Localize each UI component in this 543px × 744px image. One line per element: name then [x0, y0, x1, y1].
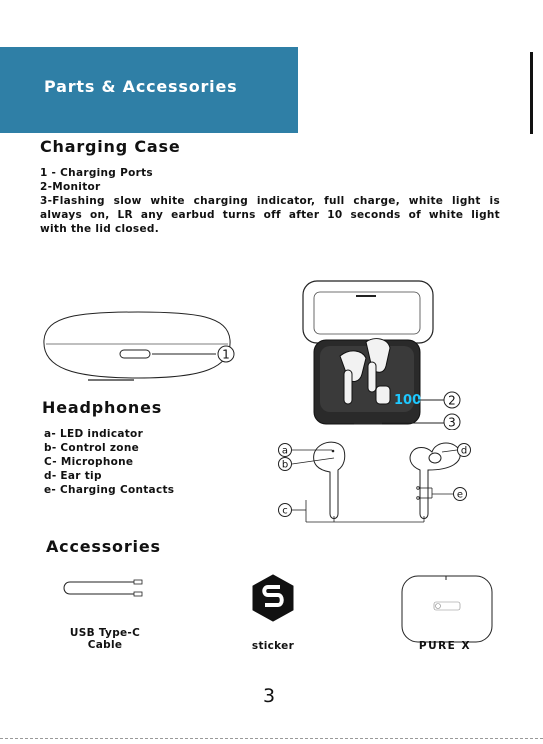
accessories-title: Accessories [46, 537, 161, 556]
footer-crop-marks [0, 738, 543, 739]
case-display-digits: 100 [394, 393, 422, 408]
headphones-parts-list [44, 427, 244, 497]
case-line-2: 2-Monitor [40, 181, 101, 193]
callout-1: 1 [222, 347, 230, 362]
callout-b: b [281, 459, 289, 471]
usb-cable-icon [60, 576, 146, 600]
banner-title: Parts & Accessories [44, 77, 238, 96]
callout-a: a [281, 445, 289, 457]
page-number: 3 [263, 685, 276, 707]
headphone-part-b: b- Control zone [44, 442, 140, 454]
headphone-part-a: a- LED indicator [44, 428, 144, 440]
pure-x-caption: PURE X [418, 640, 472, 652]
page-edge-rule [530, 52, 533, 134]
case-line-1: 1 - Charging Ports [40, 167, 153, 179]
callout-c: c [282, 505, 288, 517]
charging-case-description [40, 166, 500, 236]
case-line-5: with the lid closed. [40, 223, 160, 235]
callout-2: 2 [448, 393, 456, 408]
headphones-title: Headphones [42, 398, 163, 417]
sticker-logo-icon [250, 573, 296, 623]
open-case-illustration [300, 278, 472, 430]
callout-3: 3 [448, 415, 456, 430]
case-line-4: always on, LR any earbud turns off after 10 seconds of white light [40, 209, 500, 221]
headphone-part-c: C- Microphone [44, 456, 134, 468]
sticker-caption: sticker [251, 640, 295, 652]
case-side-illustration [38, 308, 248, 388]
earbuds-illustration [272, 436, 480, 526]
pure-x-case-icon [400, 574, 494, 644]
usb-port-icon [120, 350, 150, 358]
headphone-part-d: d- Ear tip [44, 470, 102, 482]
charging-case-title: Charging Case [40, 137, 181, 156]
usb-cable-caption [50, 627, 160, 651]
callout-d: d [460, 445, 468, 457]
case-line-3: 3-Flashing slow white charging indicator, full charge, white light is [40, 195, 500, 207]
usb-cable-label: USB Type-C Cable [69, 627, 141, 651]
callout-e: e [456, 489, 464, 501]
headphone-part-e: e- Charging Contacts [44, 484, 175, 496]
